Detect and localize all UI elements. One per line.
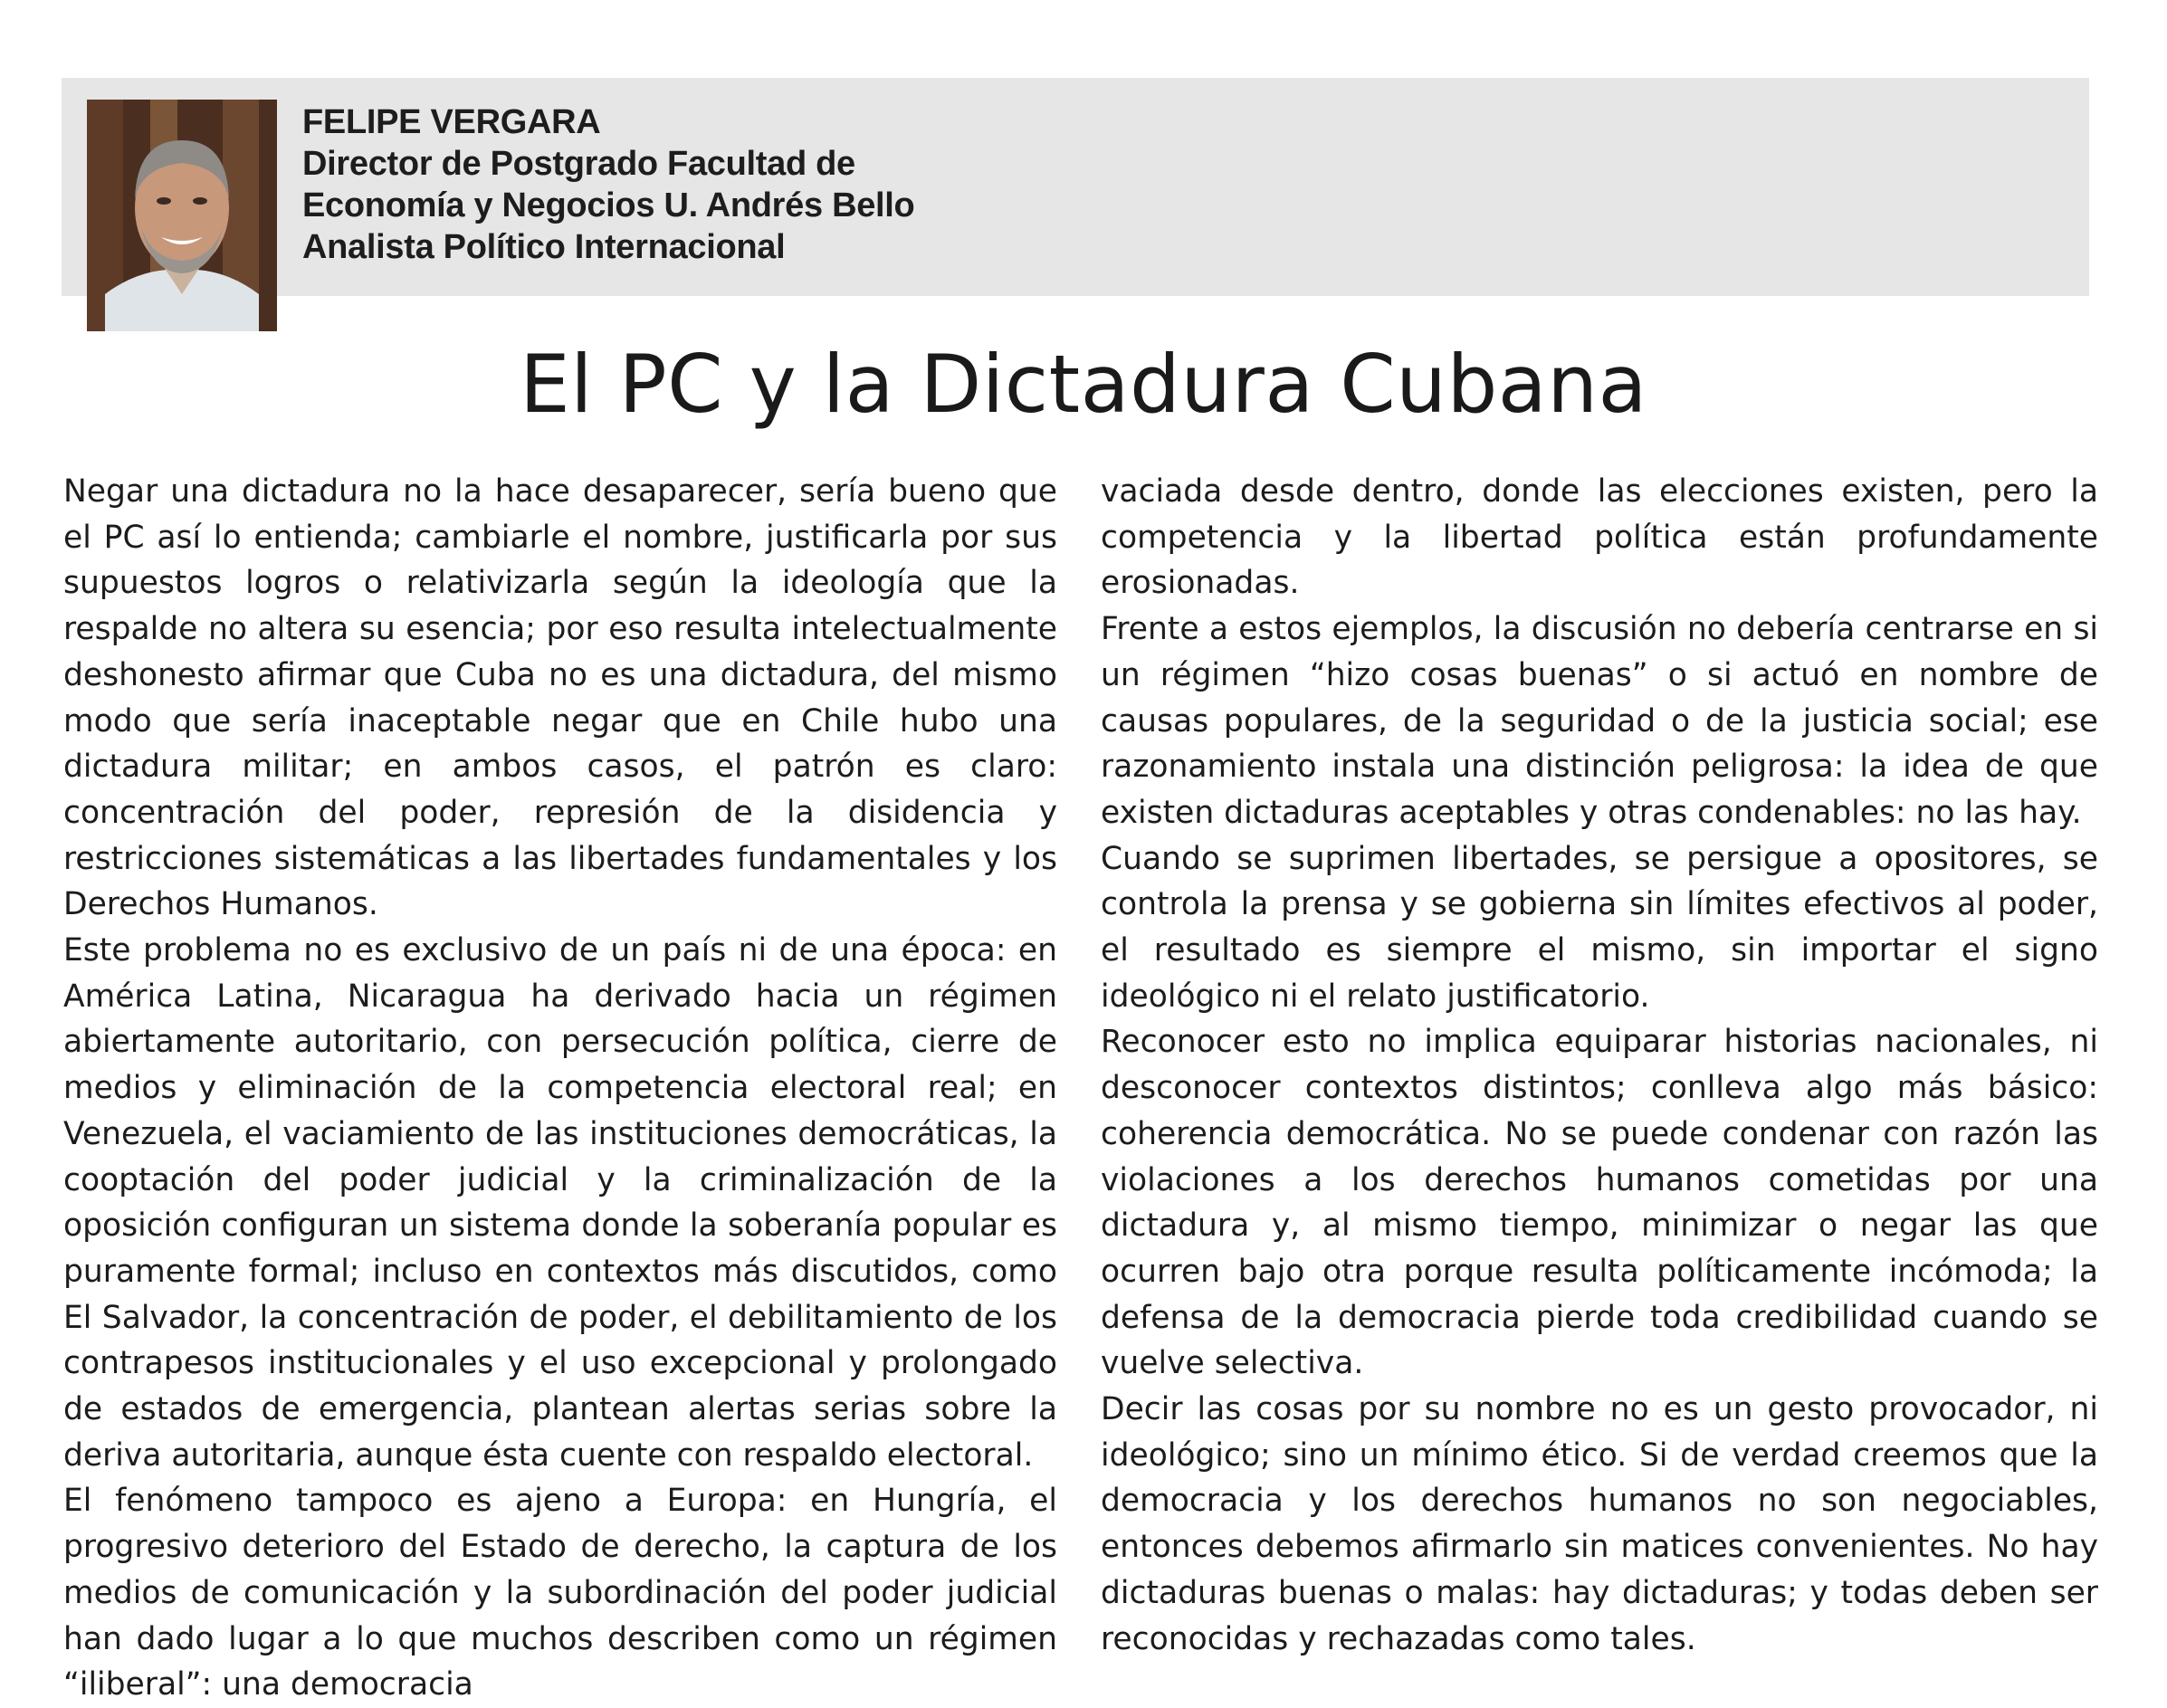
author-title-line-2: Economía y Negocios U. Andrés Bello (302, 186, 915, 224)
author-info (302, 101, 914, 268)
paragraph: Negar una dictadura no la hace desaparecer, sería bueno que el PC así lo entienda; cambiarle el nombre, justificarla por sus supuestos logros o relativizarla según la ideología que la respalde no altera su esencia; por eso resulta intelectualmente deshonesto afirmar que Cuba no es una dictadura, del mismo modo que sería inaceptable negar que en Chile hubo una dictadura militar; en ambos casos, el patrón es claro: concentración del poder, represión de la disidencia y restricciones sistemáticas a las libertades fundamentales y los Derechos Humanos. (63, 473, 1057, 923)
paragraph: Decir las cosas por su nombre no es un gesto provocador, ni ideológico; sino un mínimo ético. Si de verdad creemos que la democracia y los derechos humanos no son negociables, entonces debemos afirmarlo sin matices convenientes. No hay dictaduras buenas o malas: hay dictaduras; y todas deben ser reconocidas y rechazadas como tales. (1101, 1391, 2098, 1657)
paragraph: El fenómeno tampoco es ajeno a Europa: en Hungría, el progresivo deterioro del Estado de derecho, la captura de los medios de comunicación y la subordinación del poder judicial han dado lugar a lo que muchos describen como un régimen “iliberal”: una democracia (63, 1483, 1057, 1703)
article-column-right (1101, 469, 2098, 1662)
author-name: FELIPE VERGARA (302, 103, 601, 141)
article-column-left (63, 469, 1057, 1708)
paragraph: Cuando se suprimen libertades, se persigue a opositores, se controla la prensa y se gobierna sin límites efectivos al poder, el resultado es siempre el mismo, sin importar el signo ideológico ni el relato justificatorio. (1101, 840, 2098, 1015)
author-portrait-icon (87, 100, 277, 331)
article-headline: El PC y la Dictadura Cubana (520, 338, 1647, 431)
paragraph: Frente a estos ejemplos, la discusión no debería centrarse en si un régimen “hizo cosas buenas” o si actuó en nombre de causas populares, de la seguridad o de la justicia social; ese razonamiento instala una distinción peligrosa: la idea de que existen dictaduras aceptables y otras condenables: no las hay. (1101, 611, 2098, 831)
paragraph: Este problema no es exclusivo de un país ni de una época: en América Latina, Nicaragua ha derivado hacia un régimen abiertamente autoritario, con persecución política, cierre de medios y eliminación de la competencia electoral real; en Venezuela, el vaciamiento de las instituciones democráticas, la cooptación del poder judicial y la criminalización de la oposición configuran un sistema donde la soberanía popular es puramente formal; incluso en contextos más discutidos, como El Salvador, la concentración de poder, el debilitamiento de los contrapesos institucionales y el uso excepcional y prolongado de estados de emergencia, plantean alertas serias sobre la deriva autoritaria, aunque ésta cuente con respaldo electoral. (63, 932, 1057, 1474)
author-title-line-3: Analista Político Internacional (302, 228, 786, 266)
paragraph: vaciada desde dentro, donde las elecciones existen, pero la competencia y la libertad política están profundamente erosionadas. (1101, 473, 2098, 602)
author-title-line-1: Director de Postgrado Facultad de (302, 145, 855, 183)
paragraph: Reconocer esto no implica equiparar historias nacionales, ni desconocer contextos distintos; conlleva algo más básico: coherencia democrática. No se puede condenar con razón las violaciones a los derechos humanos cometidas por una dictadura y, al mismo tiempo, minimizar o negar las que ocurren bajo otra porque resulta políticamente incómoda; la defensa de la democracia pierde toda credibilidad cuando se vuelve selectiva. (1101, 1024, 2098, 1382)
